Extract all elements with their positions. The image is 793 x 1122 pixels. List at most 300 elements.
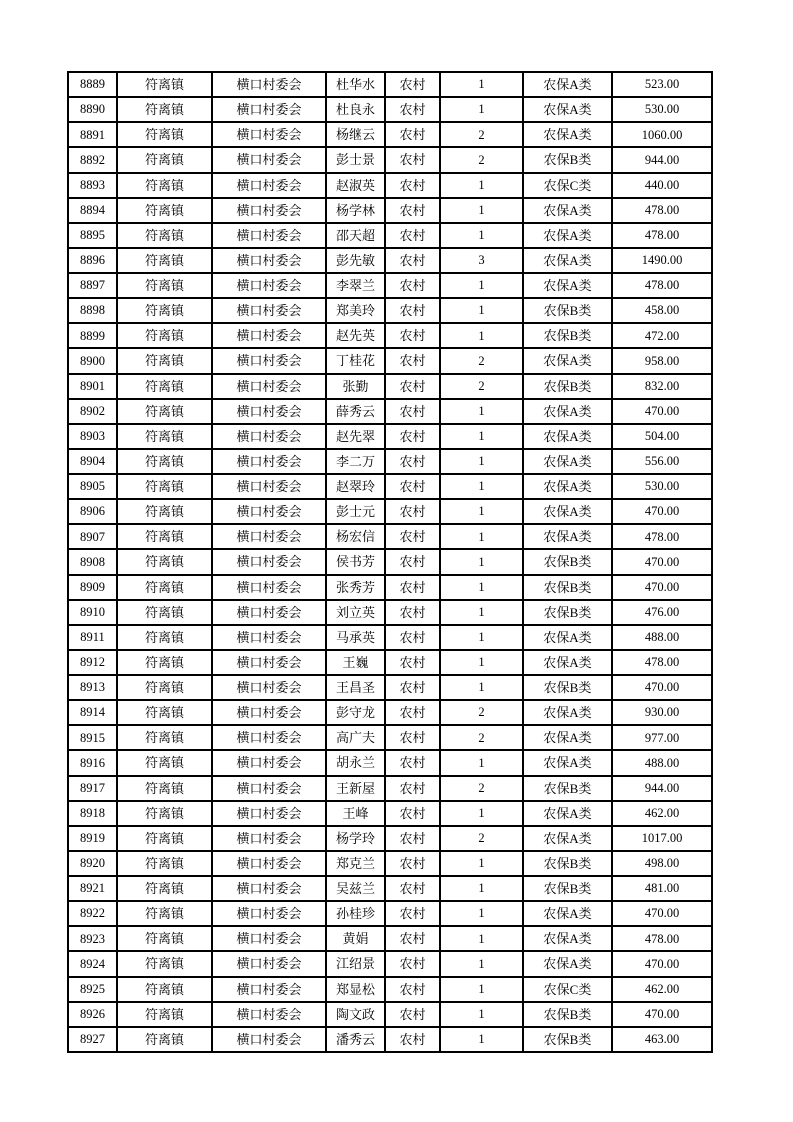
table-row — [68, 147, 712, 172]
cell-insurance-category: 农保A类 — [523, 273, 612, 298]
cell-person-count: 1 — [440, 926, 523, 951]
cell-residence-type: 农村 — [385, 323, 440, 348]
cell-person-name: 马承英 — [326, 625, 385, 650]
cell-town: 符离镇 — [117, 399, 212, 424]
cell-person-name: 彭士景 — [326, 147, 385, 172]
cell-person-count: 1 — [440, 449, 523, 474]
cell-town: 符离镇 — [117, 97, 212, 122]
cell-insurance-category: 农保A类 — [523, 122, 612, 147]
cell-residence-type: 农村 — [385, 374, 440, 399]
cell-village-committee: 横口村委会 — [212, 273, 326, 298]
cell-residence-type: 农村 — [385, 248, 440, 273]
cell-amount: 930.00 — [612, 700, 712, 725]
cell-residence-type: 农村 — [385, 198, 440, 223]
cell-person-name: 彭守龙 — [326, 700, 385, 725]
cell-serial-number: 8898 — [68, 298, 117, 323]
cell-amount: 488.00 — [612, 750, 712, 775]
cell-insurance-category: 农保B类 — [523, 575, 612, 600]
cell-person-count: 1 — [440, 977, 523, 1002]
cell-serial-number: 8908 — [68, 549, 117, 574]
cell-town: 符离镇 — [117, 876, 212, 901]
cell-serial-number: 8917 — [68, 776, 117, 801]
cell-person-name: 薛秀云 — [326, 399, 385, 424]
cell-village-committee: 横口村委会 — [212, 776, 326, 801]
cell-insurance-category: 农保A类 — [523, 474, 612, 499]
cell-amount: 977.00 — [612, 725, 712, 750]
cell-insurance-category: 农保A类 — [523, 951, 612, 976]
cell-amount: 476.00 — [612, 600, 712, 625]
table-row — [68, 223, 712, 248]
cell-residence-type: 农村 — [385, 700, 440, 725]
cell-serial-number: 8904 — [68, 449, 117, 474]
table-row — [68, 801, 712, 826]
cell-insurance-category: 农保A类 — [523, 499, 612, 524]
cell-residence-type: 农村 — [385, 298, 440, 323]
cell-insurance-category: 农保B类 — [523, 549, 612, 574]
cell-person-count: 2 — [440, 776, 523, 801]
cell-residence-type: 农村 — [385, 725, 440, 750]
cell-person-count: 1 — [440, 399, 523, 424]
cell-person-count: 1 — [440, 97, 523, 122]
table-row — [68, 851, 712, 876]
cell-insurance-category: 农保A类 — [523, 524, 612, 549]
table-row — [68, 1002, 712, 1027]
cell-village-committee: 横口村委会 — [212, 1027, 326, 1052]
cell-village-committee: 横口村委会 — [212, 424, 326, 449]
cell-amount: 478.00 — [612, 926, 712, 951]
cell-person-name: 杜华水 — [326, 72, 385, 97]
cell-residence-type: 农村 — [385, 801, 440, 826]
cell-serial-number: 8889 — [68, 72, 117, 97]
cell-person-count: 1 — [440, 1002, 523, 1027]
cell-person-count: 1 — [440, 273, 523, 298]
cell-amount: 462.00 — [612, 801, 712, 826]
cell-residence-type: 农村 — [385, 72, 440, 97]
cell-person-name: 潘秀云 — [326, 1027, 385, 1052]
cell-village-committee: 横口村委会 — [212, 926, 326, 951]
cell-village-committee: 横口村委会 — [212, 951, 326, 976]
cell-insurance-category: 农保A类 — [523, 97, 612, 122]
cell-insurance-category: 农保A类 — [523, 198, 612, 223]
cell-town: 符离镇 — [117, 173, 212, 198]
cell-person-name: 刘立英 — [326, 600, 385, 625]
table-row — [68, 926, 712, 951]
cell-person-name: 王昌圣 — [326, 675, 385, 700]
cell-person-name: 江绍景 — [326, 951, 385, 976]
table-row — [68, 399, 712, 424]
cell-person-name: 丁桂花 — [326, 348, 385, 373]
cell-village-committee: 横口村委会 — [212, 474, 326, 499]
cell-amount: 958.00 — [612, 348, 712, 373]
cell-person-name: 王新屋 — [326, 776, 385, 801]
cell-amount: 556.00 — [612, 449, 712, 474]
table-row — [68, 826, 712, 851]
cell-residence-type: 农村 — [385, 1002, 440, 1027]
cell-amount: 1017.00 — [612, 826, 712, 851]
cell-town: 符离镇 — [117, 725, 212, 750]
cell-town: 符离镇 — [117, 449, 212, 474]
cell-serial-number: 8924 — [68, 951, 117, 976]
cell-insurance-category: 农保A类 — [523, 424, 612, 449]
cell-serial-number: 8901 — [68, 374, 117, 399]
cell-person-name: 杨学玲 — [326, 826, 385, 851]
cell-person-count: 1 — [440, 650, 523, 675]
cell-village-committee: 横口村委会 — [212, 600, 326, 625]
cell-amount: 478.00 — [612, 524, 712, 549]
table-row — [68, 625, 712, 650]
cell-residence-type: 农村 — [385, 97, 440, 122]
cell-town: 符离镇 — [117, 499, 212, 524]
cell-village-committee: 横口村委会 — [212, 549, 326, 574]
table-row — [68, 298, 712, 323]
table-row — [68, 650, 712, 675]
cell-serial-number: 8907 — [68, 524, 117, 549]
cell-village-committee: 横口村委会 — [212, 575, 326, 600]
cell-serial-number: 8892 — [68, 147, 117, 172]
cell-insurance-category: 农保A类 — [523, 248, 612, 273]
cell-person-count: 1 — [440, 198, 523, 223]
cell-person-count: 1 — [440, 524, 523, 549]
cell-serial-number: 8897 — [68, 273, 117, 298]
cell-village-committee: 横口村委会 — [212, 72, 326, 97]
cell-insurance-category: 农保A类 — [523, 72, 612, 97]
cell-insurance-category: 农保A类 — [523, 801, 612, 826]
cell-insurance-category: 农保C类 — [523, 173, 612, 198]
cell-amount: 481.00 — [612, 876, 712, 901]
cell-insurance-category: 农保A类 — [523, 348, 612, 373]
cell-person-name: 赵先翠 — [326, 424, 385, 449]
cell-town: 符离镇 — [117, 524, 212, 549]
cell-town: 符离镇 — [117, 323, 212, 348]
cell-village-committee: 横口村委会 — [212, 173, 326, 198]
table-row — [68, 122, 712, 147]
cell-residence-type: 农村 — [385, 776, 440, 801]
cell-village-committee: 横口村委会 — [212, 977, 326, 1002]
cell-serial-number: 8927 — [68, 1027, 117, 1052]
cell-village-committee: 横口村委会 — [212, 449, 326, 474]
cell-town: 符离镇 — [117, 575, 212, 600]
cell-person-name: 李翠兰 — [326, 273, 385, 298]
cell-person-name: 杨宏信 — [326, 524, 385, 549]
cell-serial-number: 8890 — [68, 97, 117, 122]
cell-amount: 470.00 — [612, 575, 712, 600]
cell-village-committee: 横口村委会 — [212, 499, 326, 524]
cell-serial-number: 8903 — [68, 424, 117, 449]
cell-person-count: 2 — [440, 725, 523, 750]
table-row — [68, 424, 712, 449]
table-row — [68, 575, 712, 600]
cell-person-name: 郑美玲 — [326, 298, 385, 323]
cell-amount: 478.00 — [612, 223, 712, 248]
cell-amount: 470.00 — [612, 399, 712, 424]
table-row — [68, 173, 712, 198]
table-row — [68, 1027, 712, 1052]
cell-insurance-category: 农保A类 — [523, 399, 612, 424]
cell-town: 符离镇 — [117, 122, 212, 147]
cell-insurance-category: 农保A类 — [523, 449, 612, 474]
cell-serial-number: 8919 — [68, 826, 117, 851]
cell-residence-type: 农村 — [385, 750, 440, 775]
cell-person-count: 1 — [440, 323, 523, 348]
cell-amount: 488.00 — [612, 625, 712, 650]
cell-town: 符离镇 — [117, 147, 212, 172]
cell-residence-type: 农村 — [385, 173, 440, 198]
cell-insurance-category: 农保A类 — [523, 625, 612, 650]
cell-insurance-category: 农保B类 — [523, 851, 612, 876]
table-row — [68, 198, 712, 223]
pension-subsidy-table — [67, 71, 713, 1053]
cell-town: 符离镇 — [117, 474, 212, 499]
cell-village-committee: 横口村委会 — [212, 901, 326, 926]
cell-amount: 944.00 — [612, 147, 712, 172]
cell-person-count: 1 — [440, 750, 523, 775]
table-row — [68, 675, 712, 700]
cell-town: 符离镇 — [117, 273, 212, 298]
cell-village-committee: 横口村委会 — [212, 323, 326, 348]
cell-town: 符离镇 — [117, 826, 212, 851]
cell-amount: 470.00 — [612, 499, 712, 524]
cell-village-committee: 横口村委会 — [212, 223, 326, 248]
cell-person-name: 杜良永 — [326, 97, 385, 122]
cell-person-count: 2 — [440, 826, 523, 851]
cell-amount: 832.00 — [612, 374, 712, 399]
cell-insurance-category: 农保B类 — [523, 1027, 612, 1052]
table-row — [68, 700, 712, 725]
cell-serial-number: 8902 — [68, 399, 117, 424]
cell-serial-number: 8893 — [68, 173, 117, 198]
cell-insurance-category: 农保C类 — [523, 977, 612, 1002]
cell-serial-number: 8922 — [68, 901, 117, 926]
cell-village-committee: 横口村委会 — [212, 248, 326, 273]
table-row — [68, 524, 712, 549]
cell-town: 符离镇 — [117, 374, 212, 399]
table-row — [68, 97, 712, 122]
cell-village-committee: 横口村委会 — [212, 876, 326, 901]
cell-residence-type: 农村 — [385, 650, 440, 675]
cell-insurance-category: 农保A类 — [523, 725, 612, 750]
cell-insurance-category: 农保B类 — [523, 675, 612, 700]
cell-residence-type: 农村 — [385, 926, 440, 951]
cell-amount: 470.00 — [612, 951, 712, 976]
cell-residence-type: 农村 — [385, 826, 440, 851]
cell-town: 符离镇 — [117, 1002, 212, 1027]
cell-person-count: 2 — [440, 147, 523, 172]
cell-serial-number: 8914 — [68, 700, 117, 725]
cell-person-name: 高广夫 — [326, 725, 385, 750]
cell-person-count: 1 — [440, 72, 523, 97]
cell-town: 符离镇 — [117, 926, 212, 951]
cell-village-committee: 横口村委会 — [212, 298, 326, 323]
cell-amount: 470.00 — [612, 1002, 712, 1027]
cell-serial-number: 8894 — [68, 198, 117, 223]
cell-serial-number: 8895 — [68, 223, 117, 248]
cell-village-committee: 横口村委会 — [212, 348, 326, 373]
cell-town: 符离镇 — [117, 625, 212, 650]
cell-serial-number: 8899 — [68, 323, 117, 348]
cell-person-count: 1 — [440, 298, 523, 323]
table-row — [68, 449, 712, 474]
cell-residence-type: 农村 — [385, 977, 440, 1002]
cell-serial-number: 8923 — [68, 926, 117, 951]
cell-serial-number: 8905 — [68, 474, 117, 499]
table-row — [68, 951, 712, 976]
cell-village-committee: 横口村委会 — [212, 1002, 326, 1027]
cell-town: 符离镇 — [117, 348, 212, 373]
table-row — [68, 374, 712, 399]
cell-town: 符离镇 — [117, 700, 212, 725]
cell-residence-type: 农村 — [385, 625, 440, 650]
cell-serial-number: 8916 — [68, 750, 117, 775]
cell-town: 符离镇 — [117, 549, 212, 574]
table-row — [68, 725, 712, 750]
cell-amount: 440.00 — [612, 173, 712, 198]
cell-residence-type: 农村 — [385, 223, 440, 248]
cell-serial-number: 8921 — [68, 876, 117, 901]
cell-insurance-category: 农保A类 — [523, 700, 612, 725]
cell-residence-type: 农村 — [385, 524, 440, 549]
cell-insurance-category: 农保B类 — [523, 298, 612, 323]
cell-person-count: 1 — [440, 173, 523, 198]
cell-town: 符离镇 — [117, 223, 212, 248]
cell-person-name: 陶文政 — [326, 1002, 385, 1027]
cell-town: 符离镇 — [117, 424, 212, 449]
cell-village-committee: 横口村委会 — [212, 122, 326, 147]
cell-person-name: 张秀芳 — [326, 575, 385, 600]
cell-serial-number: 8911 — [68, 625, 117, 650]
cell-town: 符离镇 — [117, 600, 212, 625]
cell-town: 符离镇 — [117, 801, 212, 826]
cell-serial-number: 8926 — [68, 1002, 117, 1027]
cell-residence-type: 农村 — [385, 474, 440, 499]
cell-amount: 944.00 — [612, 776, 712, 801]
cell-person-name: 胡永兰 — [326, 750, 385, 775]
cell-village-committee: 横口村委会 — [212, 524, 326, 549]
cell-village-committee: 横口村委会 — [212, 725, 326, 750]
cell-serial-number: 8918 — [68, 801, 117, 826]
cell-village-committee: 横口村委会 — [212, 826, 326, 851]
table-row — [68, 901, 712, 926]
cell-serial-number: 8906 — [68, 499, 117, 524]
cell-amount: 463.00 — [612, 1027, 712, 1052]
cell-amount: 1490.00 — [612, 248, 712, 273]
cell-village-committee: 横口村委会 — [212, 675, 326, 700]
cell-insurance-category: 农保A类 — [523, 901, 612, 926]
cell-town: 符离镇 — [117, 951, 212, 976]
cell-person-name: 彭先敏 — [326, 248, 385, 273]
cell-amount: 478.00 — [612, 650, 712, 675]
cell-serial-number: 8920 — [68, 851, 117, 876]
cell-person-count: 1 — [440, 1027, 523, 1052]
cell-residence-type: 农村 — [385, 273, 440, 298]
cell-residence-type: 农村 — [385, 600, 440, 625]
cell-village-committee: 横口村委会 — [212, 700, 326, 725]
cell-village-committee: 横口村委会 — [212, 198, 326, 223]
cell-person-count: 2 — [440, 374, 523, 399]
cell-amount: 504.00 — [612, 424, 712, 449]
cell-town: 符离镇 — [117, 1027, 212, 1052]
cell-amount: 530.00 — [612, 97, 712, 122]
cell-serial-number: 8909 — [68, 575, 117, 600]
cell-person-count: 2 — [440, 122, 523, 147]
cell-serial-number: 8915 — [68, 725, 117, 750]
cell-serial-number: 8891 — [68, 122, 117, 147]
cell-person-count: 1 — [440, 901, 523, 926]
cell-person-count: 1 — [440, 499, 523, 524]
cell-village-committee: 横口村委会 — [212, 147, 326, 172]
cell-residence-type: 农村 — [385, 499, 440, 524]
cell-town: 符离镇 — [117, 650, 212, 675]
cell-person-name: 吴兹兰 — [326, 876, 385, 901]
cell-person-name: 邵天超 — [326, 223, 385, 248]
cell-town: 符离镇 — [117, 977, 212, 1002]
cell-town: 符离镇 — [117, 248, 212, 273]
cell-insurance-category: 农保A类 — [523, 826, 612, 851]
cell-residence-type: 农村 — [385, 399, 440, 424]
cell-residence-type: 农村 — [385, 424, 440, 449]
cell-insurance-category: 农保B类 — [523, 1002, 612, 1027]
cell-village-committee: 横口村委会 — [212, 650, 326, 675]
cell-town: 符离镇 — [117, 298, 212, 323]
table-row — [68, 776, 712, 801]
table-row — [68, 273, 712, 298]
cell-village-committee: 横口村委会 — [212, 374, 326, 399]
cell-insurance-category: 农保B类 — [523, 776, 612, 801]
cell-residence-type: 农村 — [385, 1027, 440, 1052]
cell-village-committee: 横口村委会 — [212, 801, 326, 826]
cell-person-name: 黄娟 — [326, 926, 385, 951]
cell-person-name: 孙桂珍 — [326, 901, 385, 926]
cell-amount: 478.00 — [612, 273, 712, 298]
cell-amount: 530.00 — [612, 474, 712, 499]
table-body — [68, 72, 712, 1052]
cell-person-count: 1 — [440, 223, 523, 248]
table-row — [68, 72, 712, 97]
cell-person-name: 张勤 — [326, 374, 385, 399]
cell-person-count: 1 — [440, 575, 523, 600]
cell-amount: 462.00 — [612, 977, 712, 1002]
table-row — [68, 348, 712, 373]
cell-residence-type: 农村 — [385, 147, 440, 172]
cell-person-count: 1 — [440, 851, 523, 876]
cell-amount: 498.00 — [612, 851, 712, 876]
cell-person-name: 赵先英 — [326, 323, 385, 348]
table-row — [68, 474, 712, 499]
cell-town: 符离镇 — [117, 675, 212, 700]
cell-insurance-category: 农保B类 — [523, 323, 612, 348]
cell-amount: 470.00 — [612, 549, 712, 574]
cell-serial-number: 8925 — [68, 977, 117, 1002]
cell-village-committee: 横口村委会 — [212, 399, 326, 424]
cell-amount: 458.00 — [612, 298, 712, 323]
table-row — [68, 750, 712, 775]
cell-insurance-category: 农保B类 — [523, 600, 612, 625]
table-row — [68, 499, 712, 524]
cell-town: 符离镇 — [117, 72, 212, 97]
cell-residence-type: 农村 — [385, 951, 440, 976]
cell-insurance-category: 农保B类 — [523, 374, 612, 399]
cell-person-name: 彭士元 — [326, 499, 385, 524]
cell-serial-number: 8912 — [68, 650, 117, 675]
cell-person-count: 1 — [440, 549, 523, 574]
cell-person-name: 郑克兰 — [326, 851, 385, 876]
table-row — [68, 549, 712, 574]
cell-person-name: 杨继云 — [326, 122, 385, 147]
table-row — [68, 977, 712, 1002]
cell-person-count: 1 — [440, 600, 523, 625]
cell-person-count: 3 — [440, 248, 523, 273]
table-row — [68, 876, 712, 901]
cell-village-committee: 横口村委会 — [212, 750, 326, 775]
